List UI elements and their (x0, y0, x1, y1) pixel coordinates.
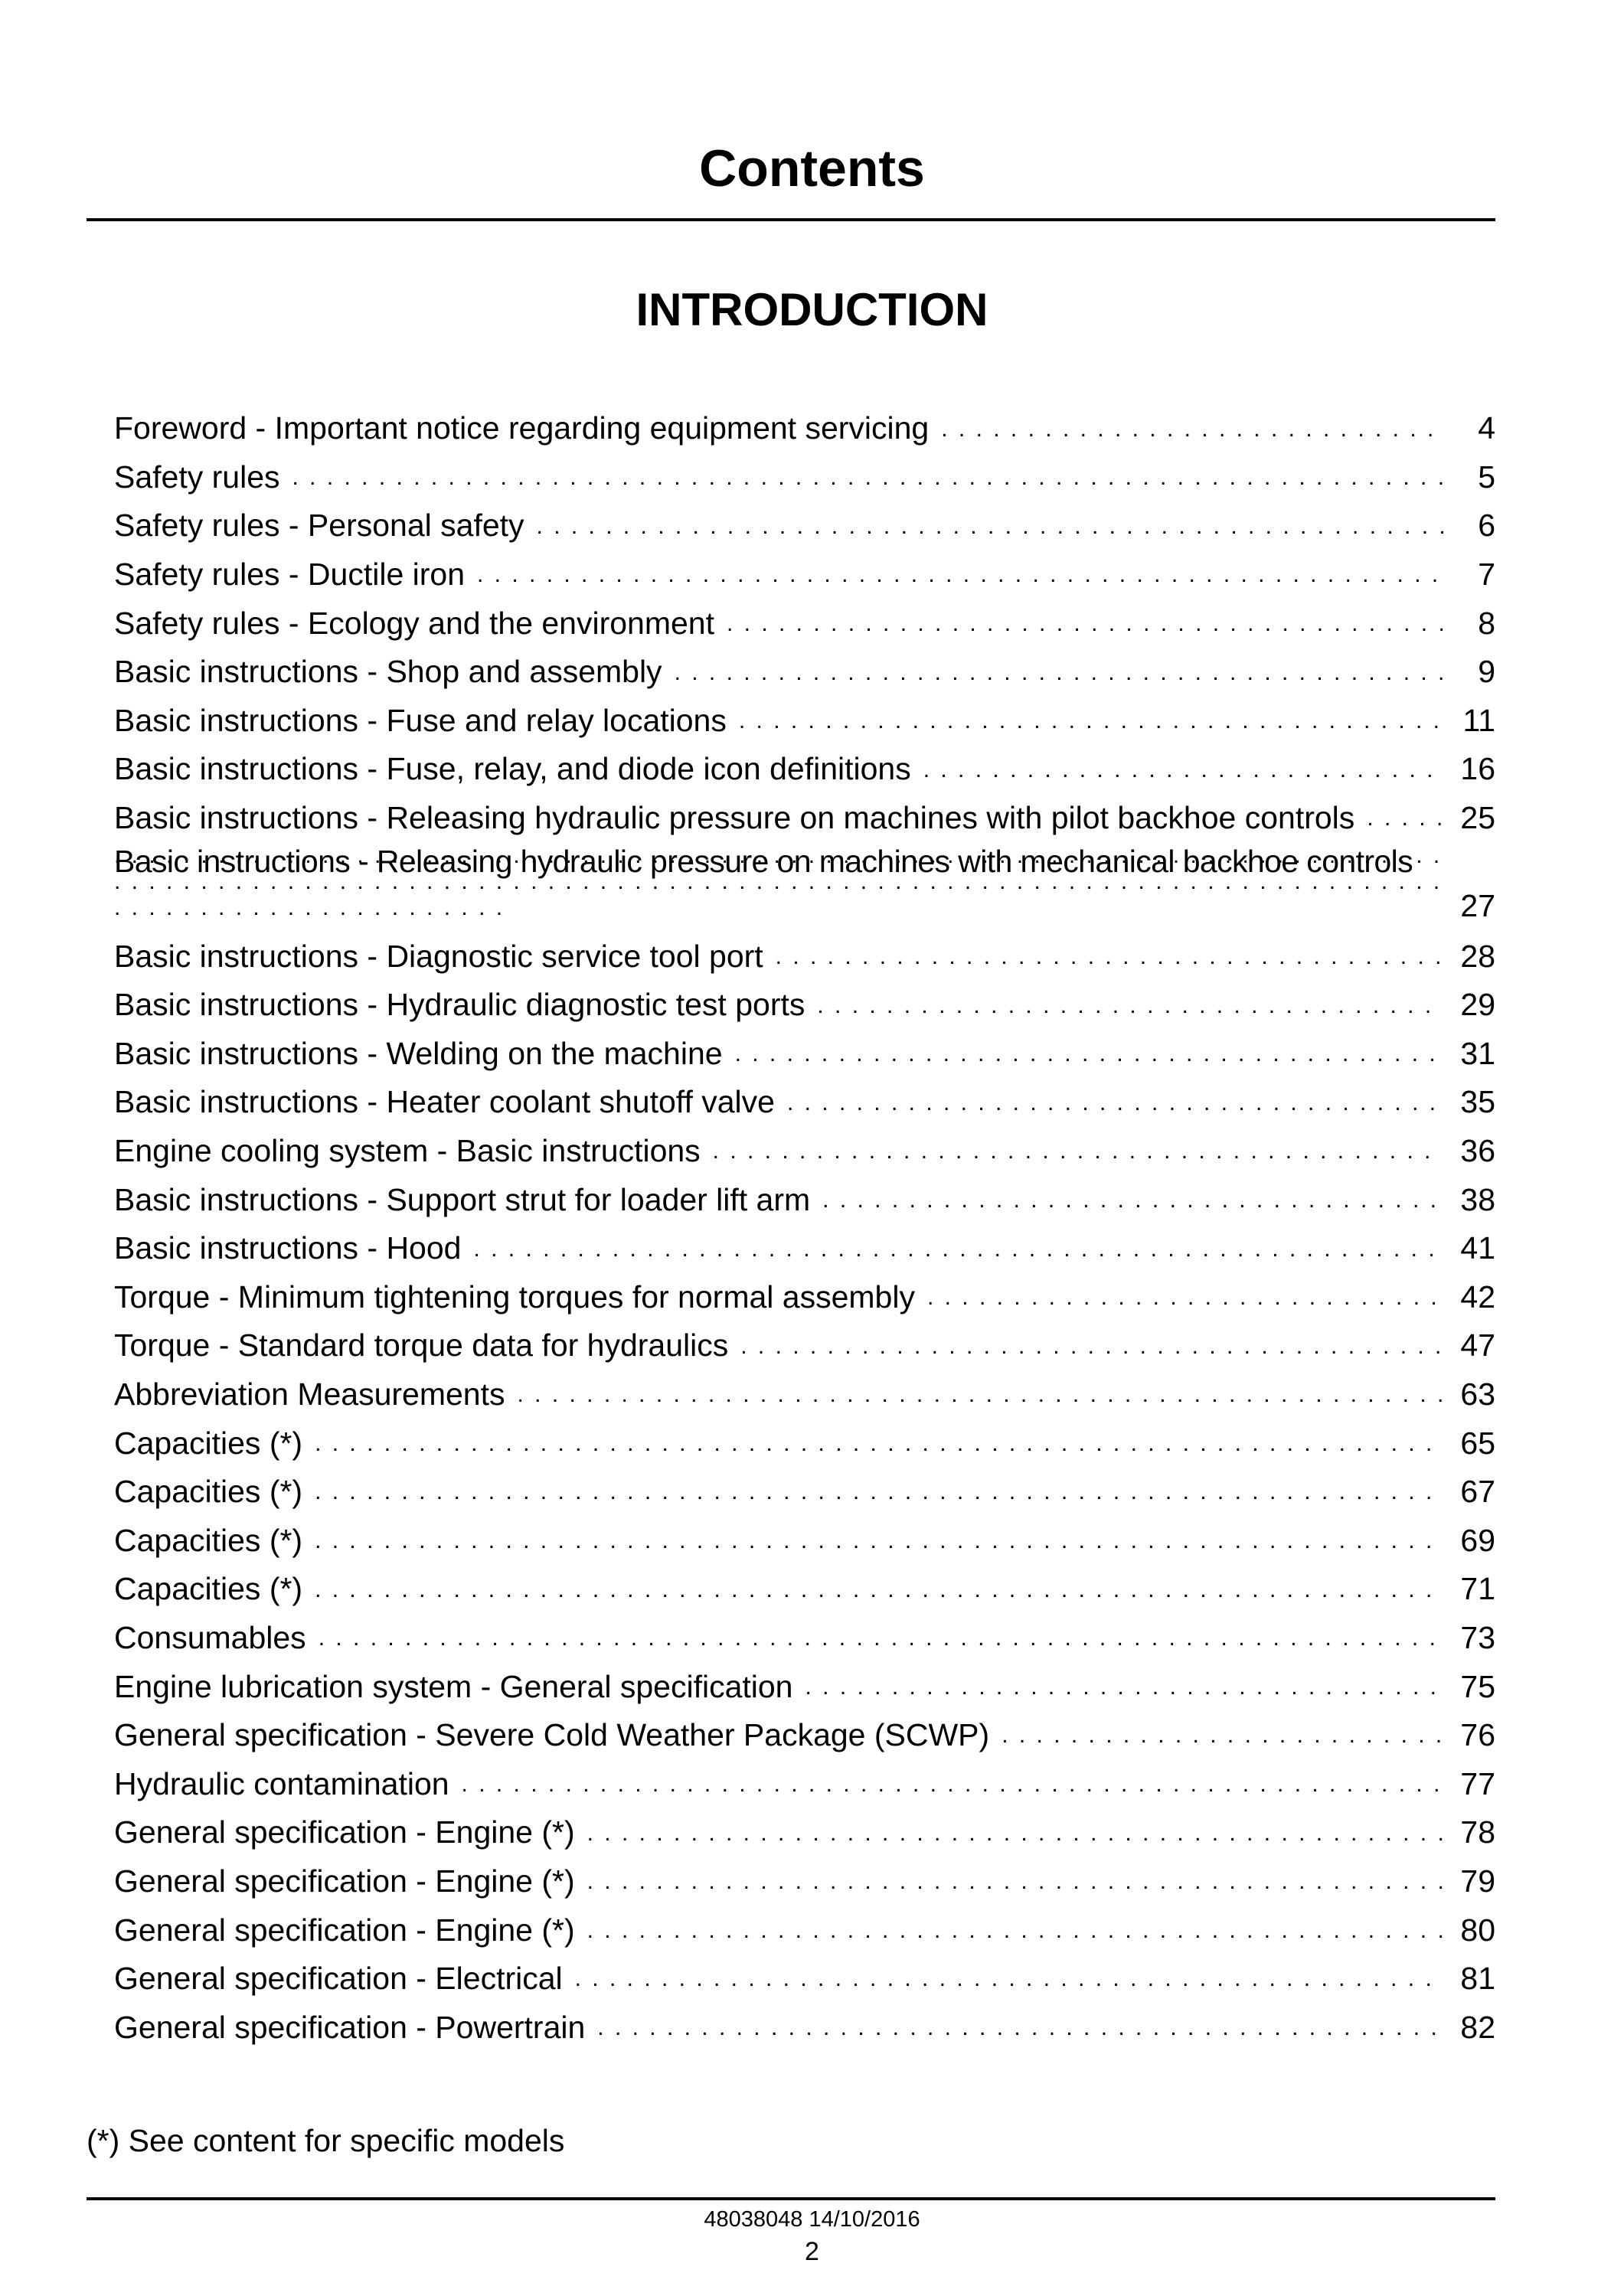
toc-entry-title: Basic instructions - Welding on the machine (114, 1035, 723, 1071)
toc-entry-title: Basic instructions - Shop and assembly (114, 654, 662, 690)
title-divider (87, 218, 1495, 221)
toc-entry[interactable] (114, 501, 1495, 550)
dot-leader (805, 1674, 1444, 1711)
toc-entry-page: 42 (1460, 1279, 1495, 1315)
dot-leader (1367, 805, 1443, 842)
toc-entry[interactable] (114, 1273, 1495, 1322)
dot-leader (927, 1285, 1443, 1321)
table-of-contents (114, 404, 1495, 2052)
toc-entry[interactable] (114, 932, 1495, 981)
toc-entry-page: 80 (1460, 1912, 1495, 1948)
toc-entry[interactable] (114, 2003, 1495, 2052)
toc-entry-title: General specification - Engine (*) (114, 1912, 575, 1948)
toc-entry-page: 78 (1460, 1814, 1495, 1850)
dot-leader (315, 1479, 1443, 1516)
dot-leader (740, 1334, 1443, 1370)
toc-entry[interactable] (114, 1711, 1495, 1760)
dot-leader (597, 2015, 1443, 2052)
toc-entry-title: Capacities (*) (114, 1522, 303, 1558)
toc-entry-title: Torque - Standard torque data for hydraulics (114, 1328, 729, 1364)
toc-entry[interactable] (114, 1565, 1495, 1614)
dot-leader (675, 660, 1443, 697)
toc-entry-page: 5 (1478, 459, 1495, 495)
dot-leader (727, 611, 1443, 648)
toc-entry-title: Hydraulic contamination (114, 1765, 449, 1801)
page-title: Contents (699, 139, 925, 198)
toc-entry-page: 63 (1460, 1376, 1495, 1412)
section-title: INTRODUCTION (636, 284, 988, 335)
footer-divider (87, 2197, 1495, 2200)
toc-entry[interactable] (114, 599, 1495, 648)
dot-leader (787, 1090, 1443, 1127)
toc-entry[interactable] (114, 1614, 1495, 1663)
dot-leader (315, 1528, 1443, 1565)
toc-entry-title: Capacities (*) (114, 1571, 303, 1607)
toc-entry[interactable] (114, 1468, 1495, 1517)
toc-entry-page: 77 (1460, 1765, 1495, 1801)
toc-entry-title: Basic instructions - Releasing hydraulic pressure on machines with pilot backhoe controls (114, 800, 1355, 836)
dot-leader (822, 1187, 1443, 1224)
toc-entry-title: Consumables (114, 1619, 306, 1655)
toc-entry-page: 81 (1460, 1961, 1495, 1997)
toc-entry-page: 35 (1460, 1084, 1495, 1120)
dot-leader (1002, 1723, 1443, 1759)
toc-entry[interactable] (114, 1127, 1495, 1176)
page-number: 2 (805, 2237, 819, 2266)
toc-entry-page: 82 (1460, 2009, 1495, 2045)
toc-entry-title: Basic instructions - Diagnostic service tool port (114, 938, 763, 974)
toc-entry-page: 25 (1460, 800, 1495, 836)
toc-entry[interactable] (114, 842, 1495, 932)
toc-entry-title: Basic instructions - Hood (114, 1230, 462, 1266)
toc-entry-page: 31 (1460, 1035, 1495, 1071)
toc-entry[interactable] (114, 697, 1495, 746)
toc-entry-title: Basic instructions - Fuse and relay locations (114, 702, 727, 738)
toc-entry-page: 73 (1460, 1619, 1495, 1655)
dot-leader (587, 1821, 1443, 1857)
toc-entry-title: Basic instructions - Support strut for loader lift arm (114, 1181, 811, 1217)
dot-leader (776, 944, 1443, 981)
toc-entry[interactable] (114, 404, 1495, 453)
toc-entry-title: Safety rules (114, 459, 280, 495)
toc-entry[interactable] (114, 1759, 1495, 1808)
document-id: 48038048 14/10/2016 (704, 2207, 920, 2232)
toc-entry[interactable] (114, 1516, 1495, 1565)
dot-leader (817, 993, 1443, 1030)
toc-entry-title: General specification - Electrical (114, 1961, 563, 1997)
toc-entry[interactable] (114, 1662, 1495, 1711)
toc-entry[interactable] (114, 550, 1495, 599)
toc-entry[interactable] (114, 794, 1495, 843)
toc-entry-title: Abbreviation Measurements (114, 1376, 505, 1412)
toc-entry-page: 41 (1460, 1230, 1495, 1266)
toc-entry-page: 67 (1460, 1474, 1495, 1510)
dot-leader (315, 1431, 1443, 1468)
toc-entry-page: 76 (1460, 1717, 1495, 1753)
toc-entry-page: 69 (1460, 1522, 1495, 1558)
toc-entry-page: 11 (1462, 702, 1495, 738)
dot-leader (477, 562, 1443, 599)
dot-leader (517, 1382, 1443, 1419)
toc-entry[interactable] (114, 1955, 1495, 2004)
toc-entry-title: General specification - Severe Cold Weather Package (SCWP) (114, 1717, 990, 1753)
dot-leader (739, 708, 1443, 745)
toc-entry[interactable] (114, 453, 1495, 502)
dot-leader (941, 416, 1443, 453)
toc-entry-page: 8 (1478, 605, 1495, 641)
dot-leader (114, 843, 1443, 932)
dot-leader (292, 465, 1444, 501)
toc-entry-page: 47 (1460, 1328, 1495, 1364)
dot-leader (315, 1577, 1443, 1614)
toc-entry[interactable] (114, 745, 1495, 794)
toc-entry-title: Basic instructions - Heater coolant shutoff valve (114, 1084, 775, 1120)
dot-leader (537, 514, 1443, 550)
toc-entry-title: Torque - Minimum tightening torques for normal assembly (114, 1279, 915, 1315)
toc-entry-page: 28 (1460, 938, 1495, 974)
toc-entry[interactable] (114, 1030, 1495, 1079)
toc-entry-page: 7 (1478, 557, 1495, 593)
toc-entry[interactable] (114, 1419, 1495, 1468)
toc-entry[interactable] (114, 648, 1495, 697)
toc-entry-title: Capacities (*) (114, 1474, 303, 1510)
toc-entry-page: 38 (1460, 1181, 1495, 1217)
dot-leader (473, 1236, 1443, 1273)
toc-entry-title: Safety rules - Ecology and the environment (114, 605, 714, 641)
toc-entry-title: Basic instructions - Releasing hydraulic pressure on machines with mechanical backhoe controls (114, 844, 1413, 880)
toc-entry-page: 6 (1478, 508, 1495, 544)
toc-entry-title: Basic instructions - Hydraulic diagnostic test ports (114, 987, 805, 1023)
dot-leader (713, 1138, 1443, 1175)
toc-entry-page: 65 (1460, 1425, 1495, 1461)
toc-entry-title: General specification - Engine (*) (114, 1863, 575, 1899)
dot-leader (462, 1772, 1443, 1808)
toc-entry[interactable] (114, 981, 1495, 1030)
toc-entry-title: Engine cooling system - Basic instructions (114, 1133, 701, 1169)
toc-entry-page: 16 (1460, 751, 1495, 787)
toc-entry-title: Safety rules - Ductile iron (114, 557, 466, 593)
toc-entry-title: General specification - Powertrain (114, 2009, 586, 2045)
dot-leader (923, 757, 1443, 794)
toc-entry[interactable] (114, 1857, 1495, 1906)
toc-entry[interactable] (114, 1175, 1495, 1224)
toc-entry[interactable] (114, 1906, 1495, 1955)
toc-entry-title: General specification - Engine (*) (114, 1814, 575, 1850)
toc-entry[interactable] (114, 1224, 1495, 1273)
toc-entry-page: 27 (1460, 888, 1495, 924)
toc-entry-page: 75 (1460, 1668, 1495, 1704)
toc-entry-title: Engine lubrication system - General specification (114, 1668, 793, 1704)
dot-leader (319, 1625, 1443, 1662)
toc-entry-title: Foreword - Important notice regarding equipment servicing (114, 410, 930, 446)
toc-entry-page: 9 (1478, 654, 1495, 690)
dot-leader (575, 1966, 1443, 2003)
toc-entry-page: 29 (1460, 987, 1495, 1023)
toc-entry-title: Capacities (*) (114, 1425, 303, 1461)
toc-entry-page: 79 (1460, 1863, 1495, 1899)
toc-entry[interactable] (114, 1321, 1495, 1370)
toc-entry-title: Basic instructions - Fuse, relay, and diode icon definitions (114, 751, 911, 787)
toc-entry[interactable] (114, 1078, 1495, 1127)
dot-leader (735, 1041, 1443, 1078)
toc-entry[interactable] (114, 1808, 1495, 1857)
dot-leader (587, 1869, 1443, 1906)
toc-entry-page: 4 (1478, 410, 1495, 446)
toc-entry-title: Safety rules - Personal safety (114, 508, 524, 544)
footnote: (*) See content for specific models (87, 2123, 565, 2158)
toc-entry[interactable] (114, 1370, 1495, 1419)
dot-leader (587, 1918, 1443, 1955)
toc-entry-page: 36 (1460, 1133, 1495, 1169)
toc-entry-page: 71 (1460, 1571, 1495, 1607)
